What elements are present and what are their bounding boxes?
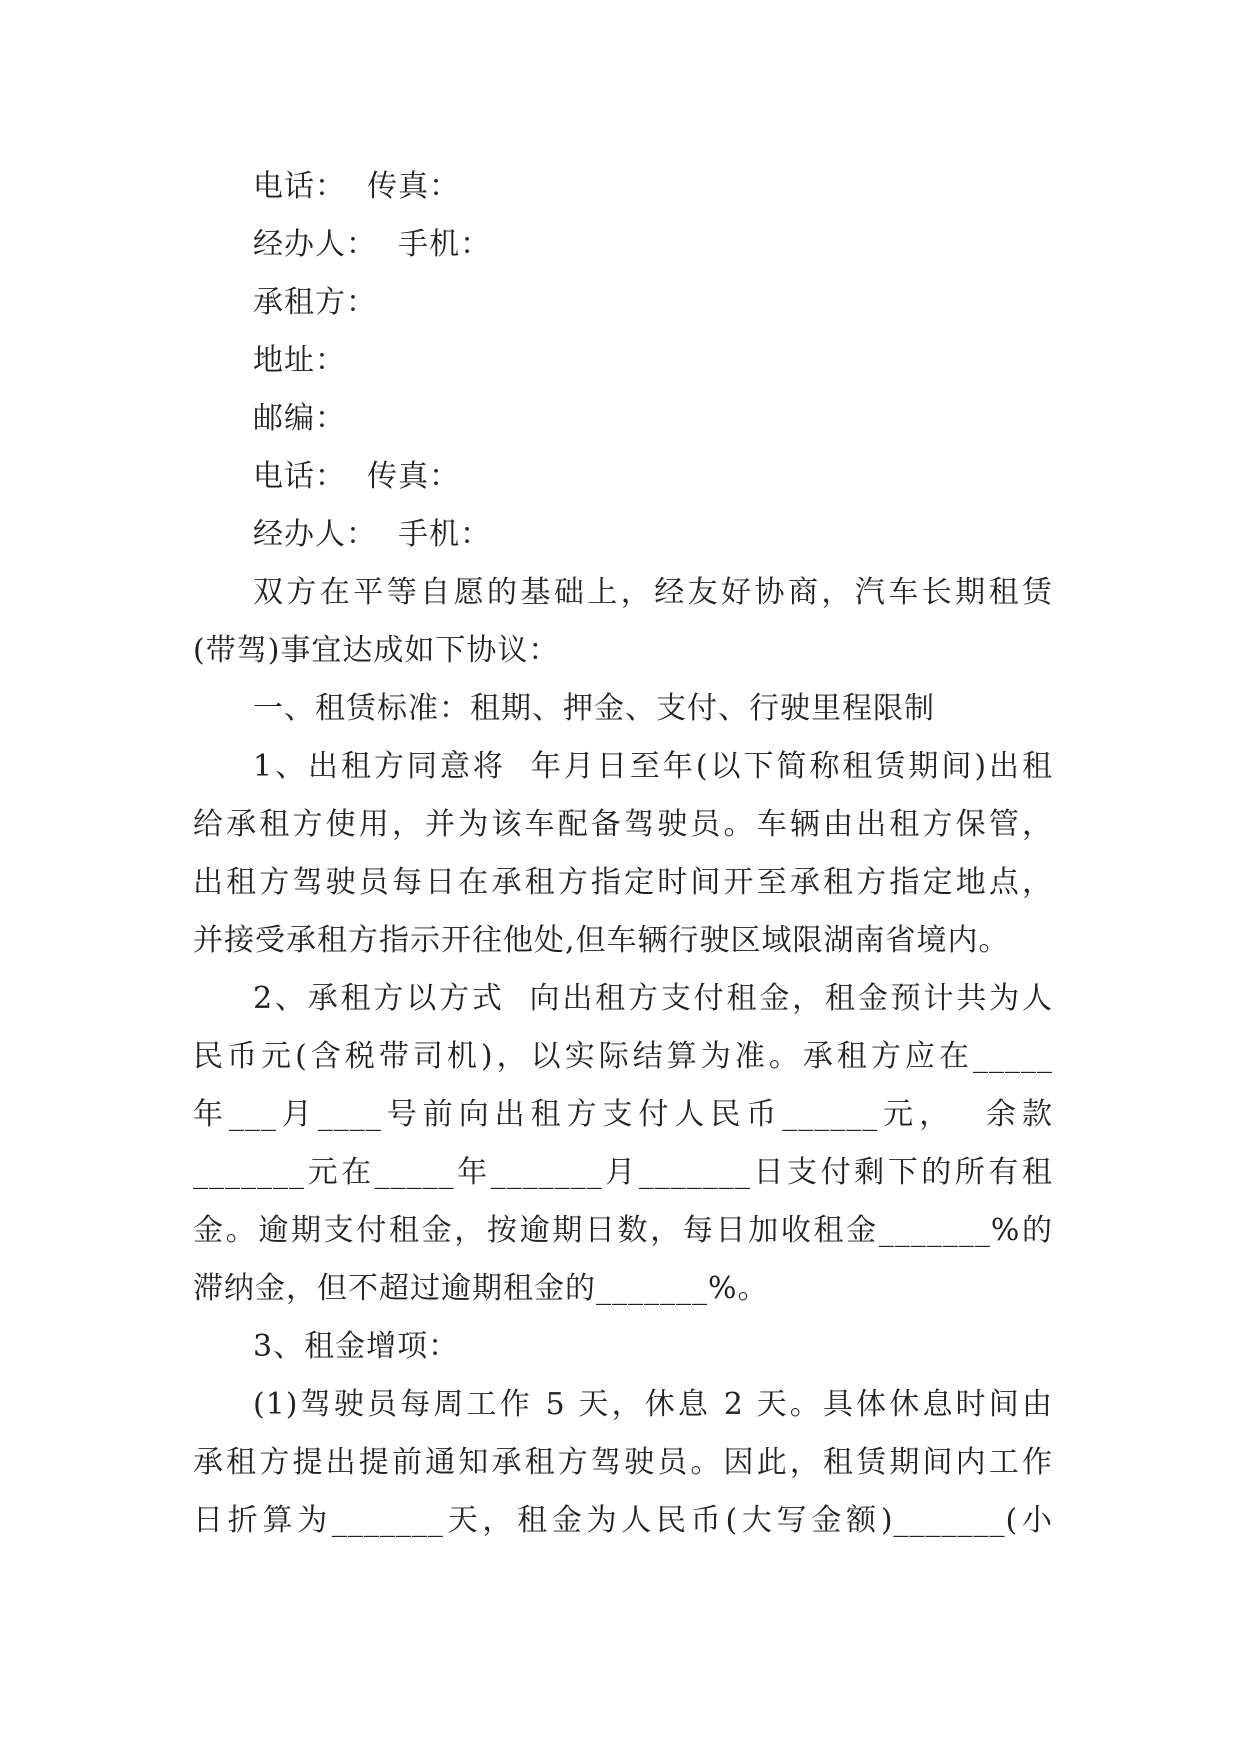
clause-1-line-4: 并接受承租方指示开往他处,但车辆行驶区域限湖南省境内。 xyxy=(193,923,1010,958)
clause-3-heading: 3、租金增项： xyxy=(253,1329,460,1364)
clause-3-1-line-2: 承租方提出提前通知承租方驾驶员。因此，租赁期间内工作 xyxy=(193,1445,1053,1480)
clause-3-1-line-3: 日折算为_______天，租金为人民币(大写金额)_______(小 xyxy=(193,1503,1053,1538)
clause-2-line-1: 2、承租方以方式 向出租方支付租金，租金预计共为人 xyxy=(253,981,1053,1016)
clause-1-line-2: 给承租方使用，并为该车配备驾驶员。车辆由出租方保管， xyxy=(193,807,1053,842)
agreement-intro-line-1: 双方在平等自愿的基础上，经友好协商，汽车长期租赁 xyxy=(253,575,1053,610)
section-1-heading: 一、租赁标准：租期、押金、支付、行驶里程限制 xyxy=(253,691,935,726)
clause-2-line-2: 民币元(含税带司机)，以实际结算为准。承租方应在_____ xyxy=(193,1039,1053,1074)
lessee-postcode-line: 邮编： xyxy=(253,401,346,436)
clause-1-line-1: 1、出租方同意将 年月日至年(以下简称租赁期间)出租 xyxy=(253,749,1053,784)
lessee-phone-fax-line: 电话： 传真： xyxy=(253,459,461,494)
lessee-heading: 承租方： xyxy=(253,285,377,320)
clause-2-line-5: 金。逾期支付租金，按逾期日数，每日加收租金_______%的 xyxy=(193,1213,1053,1248)
clause-2-line-4: _______元在_____年_______月_______日支付剩下的所有租 xyxy=(193,1155,1053,1190)
lessee-agent-mobile-line: 经办人： 手机： xyxy=(253,517,492,552)
clause-1-line-3: 出租方驾驶员每日在承租方指定时间开至承租方指定地点， xyxy=(193,865,1053,900)
lessee-address-line: 地址： xyxy=(253,343,346,378)
clause-2-line-3: 年___月____号前向出租方支付人民币______元， 余款 xyxy=(193,1097,1053,1132)
clause-3-1-line-1: (1)驾驶员每周工作 5 天，休息 2 天。具体休息时间由 xyxy=(253,1387,1053,1422)
lessor-phone-fax-line: 电话： 传真： xyxy=(253,169,461,204)
lessor-agent-mobile-line: 经办人： 手机： xyxy=(253,227,492,262)
clause-2-line-6: 滞纳金，但不超过逾期租金的_______%。 xyxy=(193,1271,769,1306)
agreement-intro-line-2: (带驾)事宜达成如下协议： xyxy=(193,633,560,668)
document-body xyxy=(193,158,1053,1550)
